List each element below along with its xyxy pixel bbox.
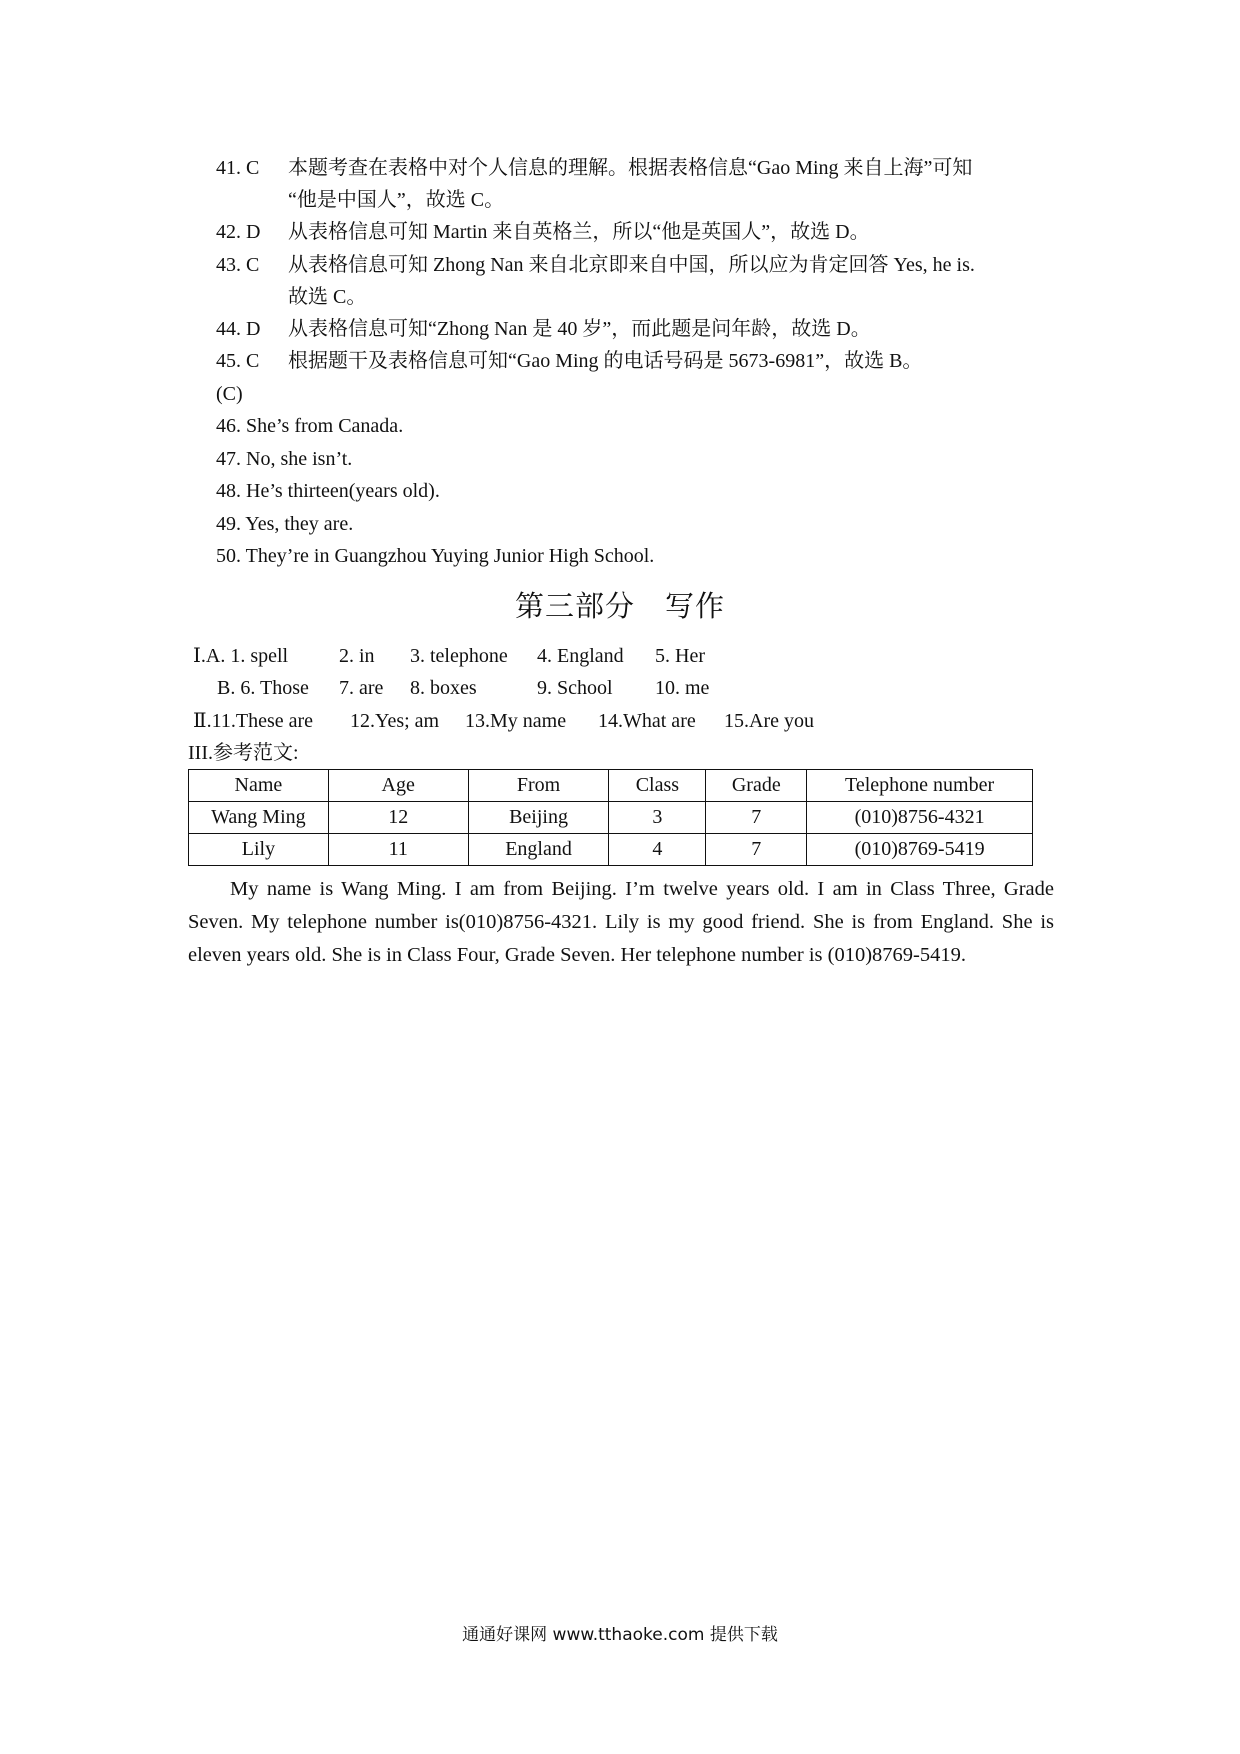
- table-cell: 7: [706, 802, 807, 834]
- answer-item: 13.My name: [465, 710, 567, 732]
- answer-item: B. 6. Those: [217, 677, 309, 699]
- answer-item: 8. boxes: [410, 677, 477, 699]
- table-cell: 11: [328, 834, 468, 866]
- answer-text: 根据题干及表格信息可知“Gao Ming 的电话号码是 5673-6981”，故选 B。: [288, 350, 923, 372]
- answer-48: 48. He’s thirteen(years old).: [216, 480, 440, 502]
- part1-row-b: [217, 675, 709, 701]
- table-cell: England: [468, 834, 609, 866]
- table-cell: Lily: [189, 834, 329, 866]
- answer-text: 从表格信息可知 Martin 来自英格兰，所以“他是英国人”，故选 D。: [288, 221, 870, 243]
- table-header: Class: [609, 770, 706, 802]
- answer-number: 42. D: [216, 221, 261, 243]
- answer-49: 49. Yes, they are.: [216, 513, 354, 535]
- answer-number: 41. C: [216, 157, 260, 179]
- sample-essay: My name is Wang Ming. I am from Beijing. I’m twelve years old. I am in Class Three, Grade Seven. My telephone number is(010)8756-4321. Lily is my good friend. She is from England. She is eleven years old. She is in Class Four, Grade Seven. Her telephone number is (010)8769-5419.: [188, 878, 1054, 966]
- answer-42: [216, 219, 870, 245]
- answer-50: 50. They’re in Guangzhou Yuying Junior High School.: [216, 545, 655, 567]
- section-title-part: 第三部分: [514, 591, 635, 623]
- answer-44: [216, 316, 871, 342]
- answer-41-cont: [288, 187, 504, 213]
- part1-row-a: [193, 643, 705, 669]
- part2-row: [193, 708, 814, 734]
- answer-item: Ⅱ.11.These are: [193, 710, 314, 732]
- answer-item: 10. me: [655, 677, 710, 699]
- table-row: [189, 802, 1033, 834]
- answer-item: Ⅰ.A. 1. spell: [193, 645, 289, 667]
- part-c-label: (C): [216, 383, 243, 405]
- answer-item: 15.Are you: [724, 710, 814, 732]
- footer-text: 通通好课网 www.tthaoke.com 提供下载: [462, 1625, 778, 1645]
- section-title: [0, 590, 1240, 624]
- table-row: [189, 834, 1033, 866]
- answer-text-cont: 故选 C。: [288, 286, 367, 308]
- answer-item: 4. England: [537, 645, 624, 667]
- answer-number: 45. C: [216, 350, 260, 372]
- table-cell: Beijing: [468, 802, 609, 834]
- answer-47: 47. No, she isn’t.: [216, 448, 353, 470]
- table-cell: 7: [706, 834, 807, 866]
- table-cell: (010)8769-5419: [807, 834, 1033, 866]
- info-table: [188, 769, 1033, 866]
- answer-item: 9. School: [537, 677, 613, 699]
- answer-item: 5. Her: [655, 645, 705, 667]
- table-cell: 12: [328, 802, 468, 834]
- section-title-name: 写作: [665, 591, 726, 623]
- table-header: Age: [328, 770, 468, 802]
- table-header: From: [468, 770, 609, 802]
- answer-item: 7. are: [339, 677, 384, 699]
- answer-item: 3. telephone: [410, 645, 508, 667]
- part3-label: III.参考范文:: [188, 742, 299, 764]
- table-cell: Wang Ming: [189, 802, 329, 834]
- table-cell: 3: [609, 802, 706, 834]
- answer-item: 14.What are: [598, 710, 696, 732]
- answer-text-cont: “他是中国人”，故选 C。: [288, 189, 505, 211]
- table-header: Telephone number: [807, 770, 1033, 802]
- table-cell: 4: [609, 834, 706, 866]
- answer-number: 43. C: [216, 254, 260, 276]
- answer-43: [216, 252, 975, 278]
- table-cell: (010)8756-4321: [807, 802, 1033, 834]
- table-header: Name: [189, 770, 329, 802]
- answer-45: [216, 348, 922, 374]
- answer-item: 12.Yes; am: [350, 710, 440, 732]
- answer-number: 44. D: [216, 318, 261, 340]
- answer-item: 2. in: [339, 645, 375, 667]
- table-header: Grade: [706, 770, 807, 802]
- answer-text: 本题考查在表格中对个人信息的理解。根据表格信息“Gao Ming 来自上海”可知: [288, 157, 973, 179]
- table-header-row: [189, 770, 1033, 802]
- answer-text: 从表格信息可知 Zhong Nan 来自北京即来自中国，所以应为肯定回答 Yes, he is.: [288, 254, 975, 276]
- answer-46: 46. She’s from Canada.: [216, 415, 404, 437]
- answer-text: 从表格信息可知“Zhong Nan 是 40 岁”，而此题是问年龄，故选 D。: [288, 318, 871, 340]
- answer-41: [216, 155, 972, 181]
- answer-43-cont: [288, 284, 366, 310]
